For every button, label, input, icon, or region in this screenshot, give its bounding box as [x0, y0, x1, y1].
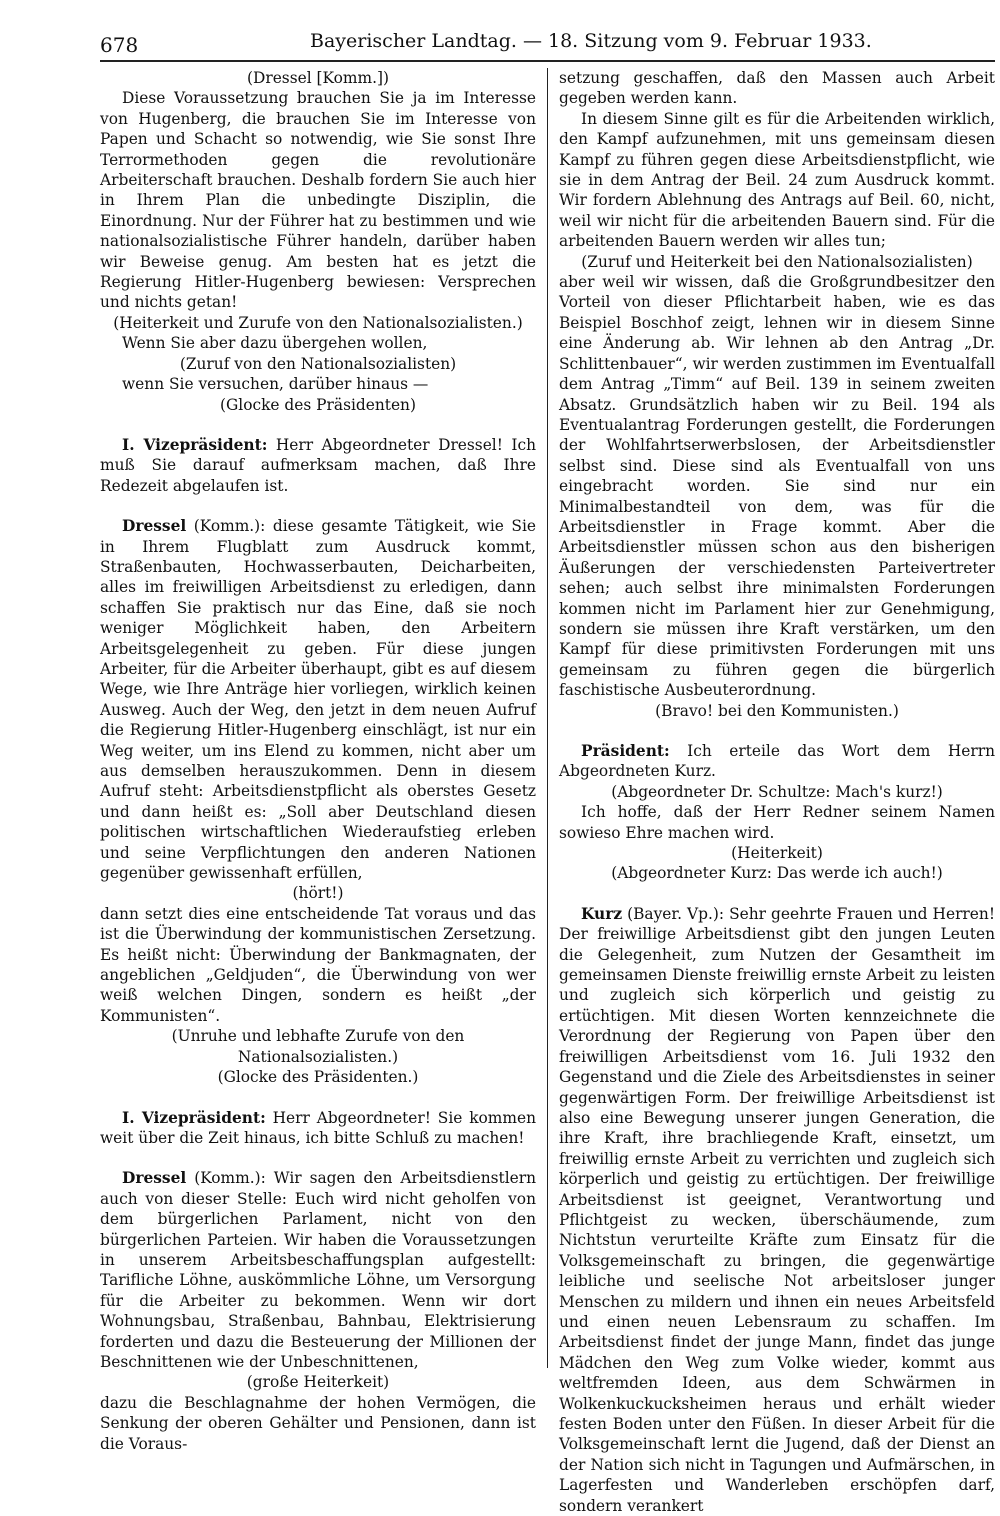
interjection-line: (Glocke des Präsidenten) [220, 395, 416, 414]
speaker-name: Dressel [122, 1169, 187, 1188]
interjection-line: (Abgeordneter Kurz: Das werde ich auch!) [611, 864, 943, 883]
column-divider [547, 68, 548, 1368]
body-paragraph: Diese Voraussetzung brauchen Sie ja im Interesse von Hugenberg, die brauchen Sie im Interesse von Papen und Schacht so notwendig, wie Sie sonst Ihre Terrormethoden gegen die revolutionäre Arbeiterschaft brauchen. Deshalb fordern Sie auch hier in Ihrem Plan die unbedingte Disziplin, die Einordnung. Nur der Führer hat zu bestimmen und wie nationalsozialistische Führer handeln, darüber haben wir Beweise genug. Am besten hat es jetzt die Regierung Hitler-Hugenberg bewiesen: Versprechen und nichts getan! [100, 89, 536, 312]
speech-paragraph [100, 516, 536, 883]
body-paragraph: Wenn Sie aber dazu übergehen wollen, [122, 334, 428, 353]
interjection-line: (Abgeordneter Dr. Schultze: Mach's kurz!) [611, 782, 943, 801]
paragraph-gap [559, 884, 995, 904]
speech-text: (Komm.): diese gesamte Tätigkeit, wie Sie in Ihrem Flugblatt zum Ausdruck kommt, Straßenbauten, Hochwasserbauten, Deicharbeiten, alles im freiwilligen Arbeitsdienst zu erledigen, dann schaffen Sie praktisch nur das Eine, daß sie noch weniger Möglichkeit haben, den Arbeitern Arbeitsgelegenheit zu geben. Für diese jungen Arbeiter, für die Arbeiter überhaupt, gibt es auf diesem Wege, wie Ihre Anträge hier vorliegen, wirklich keinen Ausweg. Auch der Weg, den jetzt in dem neuen Aufruf die Regierung Hitler-Hugenberg einschlägt, ist nur ein Weg weiter, um ins Elend zu kommen, nicht aber um aus demselben herauszukommen. Denn in diesem Aufruf steht: Arbeitsdienstpflicht als oberstes Gesetz und dann heißt es: „Soll aber Deutschland diesen politischen wirtschaftlichen Wiederaufstieg erleben und seine Verpflichtungen den anderen Nationen gegenüber gewissenhaft erfüllen, [100, 517, 536, 883]
interjection-line: (Heiterkeit) [731, 844, 823, 863]
speaker-name: Dressel [122, 517, 187, 536]
speech-text: Herr Abgeordneter Dressel! Ich muß Sie darauf aufmerksam machen, daß Ihre Redezeit abgelaufen ist. [100, 435, 536, 495]
page-number: 678 [100, 33, 139, 57]
paragraph-gap [100, 1148, 536, 1168]
paragraph-gap [559, 721, 995, 741]
speaker-name: Kurz [581, 904, 623, 923]
body-paragraph: dann setzt dies eine entscheidende Tat voraus und das ist die Überwindung der kommunistischen Zersetzung. Es heißt nicht: Überwindung der Bankmagnaten, der angeblichen „Geldjuden“, die Überwindung von wer weiß welchen Dingen, sondern es heißt „der Kommunisten“. [100, 904, 536, 1025]
speaker-name: Präsident: [581, 742, 670, 760]
page-header [100, 30, 995, 62]
speech-paragraph [100, 435, 536, 496]
right-column [559, 68, 995, 1515]
body-paragraph: Ich hoffe, daß der Herr Redner seinem Namen sowieso Ehre machen wird. [559, 803, 995, 842]
speech-text: Herr Abgeordneter! Sie kommen weit über die Zeit hinaus, ich bitte Schluß zu machen! [100, 1108, 536, 1147]
running-title: Bayerischer Landtag. — 18. Sitzung vom 9. Februar 1933. [310, 30, 872, 52]
interjection-line: (Heiterkeit und Zurufe von den Nationalsozialisten.) [113, 313, 523, 332]
speaker-name: I. Vizepräsident: [122, 1108, 266, 1127]
body-paragraph: wenn Sie versuchen, darüber hinaus — [122, 375, 429, 394]
body-paragraph: setzung geschaffen, daß den Massen auch Arbeit gegeben werden kann. [559, 69, 995, 108]
interjection-line: (Dressel [Komm.]) [247, 69, 389, 87]
speech-paragraph [559, 741, 995, 782]
speech-paragraph [100, 1168, 536, 1372]
interjection-line: (Glocke des Präsidenten.) [217, 1068, 419, 1087]
body-paragraph: dazu die Beschlagnahme der hohen Vermögen, die Senkung der oberen Gehälter und Pensionen, dann ist die Voraus- [100, 1393, 536, 1453]
interjection-line: (hört!) [292, 884, 344, 903]
interjection-line: (Zuruf und Heiterkeit bei den Nationalsozialisten) [581, 252, 973, 271]
speech-text: Ich erteile das Wort dem Herrn Abgeordneten Kurz. [559, 742, 995, 781]
speech-text: (Komm.): Wir sagen den Arbeitsdienstlern auch von dieser Stelle: Euch wird nicht geholfen von dem bürgerlichen Parlament, nicht von den bürgerlichen Parteien. Wir haben die Voraussetzungen in unserem Arbeitsbeschaffungsplan aufgestellt: Tarifliche Löhne, auskömmliche Löhne, um Versorgung für die Arbeiter zu bekommen. Wenn wir dort Wohnungsbau, Straßenbau, Bahnbau, Elektrisierung forderten und dazu die Besteuerung der Millionen der Beschnittenen wie der Unbeschnittenen, [100, 1169, 536, 1371]
interjection-line: (Unruhe und lebhafte Zurufe von den Nationalsozialisten.) [171, 1027, 465, 1066]
paragraph-gap [100, 1088, 536, 1108]
speech-paragraph [559, 904, 995, 1516]
paragraph-gap [100, 496, 536, 516]
speech-text: (Bayer. Vp.): Sehr geehrte Frauen und Herren! Der freiwillige Arbeitsdienst gibt den jungen Leuten die Gelegenheit, zum Nutzen der Gesamtheit im gemeinsamen Dienste freiwillig ernste Arbeit zu leisten und zugleich sich körperlich und geistig zu ertüchtigen. Mit diesen Worten kennzeichnete die Verordnung der Regierung von Papen über den freiwilligen Arbeitsdienst vom 16. Juli 1932 den Gegenstand und die Ziele des Arbeitsdienstes in seiner gegenwärtigen Form. Der freiwillige Arbeitsdienst ist also eine Bewegung unserer jungen Generation, die ihre Kraft, ihre brachliegende Kraft, einsetzt, um freiwillig ernste Arbeit zu verrichten und zugleich sich körperlich und geistig zu ertüchtigen. Der freiwillige Arbeitsdienst ist geeignet, Verantwortung und Pflichtgeist zu wecken, überschäumende, zum Nichtstun verurteilte Kräfte zum Einsatz für die Volksgemeinschaft zu bringen, die gegenwärtige leibliche und seelische Not arbeitsloser junger Menschen zu mildern und ihnen ein neues Arbeitsfeld und einen neuen Lebensraum zu schaffen. Im Arbeitsdienst findet der junge Mann, findet das junge Mädchen den Weg zum Volke wieder, kommt aus weltfremden Ideen, aus dem Schwärmen in Wolkenkuckucksheimen heraus und erhält wieder festen Boden unter den Füßen. In dieser Arbeit für die Volksgemeinschaft lernt die Jugend, daß der Dienst an der Nation sich nicht in Tagungen und Aufmärschen, in Lagerfesten und Wanderleben erschöpfen darf, sondern verankert [559, 904, 995, 1515]
speech-paragraph [100, 1108, 536, 1149]
interjection-line: (Zuruf von den Nationalsozialisten) [179, 354, 457, 373]
speaker-name: I. Vizepräsident: [122, 435, 268, 454]
two-column-body [100, 68, 995, 1515]
paragraph-gap [100, 415, 536, 435]
interjection-line: (große Heiterkeit) [246, 1373, 390, 1392]
body-paragraph: aber weil wir wissen, daß die Großgrundbesitzer den Vorteil von dieser Pflichtarbeit haben, wie es das Beispiel Boschhof zeigt, lehnen wir in diesem Sinne eine Änderung ab. Wir lehnen ab den Antrag „Dr. Schlittenbauer“, wir werden zustimmen im Eventualfall dem Antrag „Timm“ auf Beil. 139 in seinem zweiten Absatz. Grundsätzlich haben wir zu Beil. 194 als Eventualantrag Forderungen gestellt, die Forderungen der Wohlfahrtserwerbslosen, der Arbeitsdienstler selbst sind. Diese sind als Eventualfall von uns eingebracht worden. Sie sind nur ein Minimalbestandteil von dem, was für die Arbeitsdienstler in Frage kommt. Aber die Arbeitsdienstler müssen schon aus den bisherigen Äußerungen der verschiedensten Parteivertreter sehen; auch selbst ihre minimalsten Forderungen kommen nicht im Parlament hier zur Genehmigung, sondern sie müssen ihre Kraft verstärken, um den Kampf für diese primitivsten Forderungen mit uns gemeinsam zu führen gegen die bürgerlich faschistische Ausbeuterordnung. [559, 273, 995, 700]
interjection-line: (Bravo! bei den Kommunisten.) [655, 701, 899, 720]
body-paragraph: In diesem Sinne gilt es für die Arbeitenden wirklich, den Kampf aufzunehmen, mit uns gemeinsam diesen Kampf zu führen gegen diese Arbeitsdienstpflicht, wie sie in dem Antrag der Beil. 24 zum Ausdruck kommt. Wir fordern Ablehnung des Antrags auf Beil. 60, nicht, weil wir nicht für die arbeitenden Bauern sind. Für die arbeitenden Bauern werden wir alles tun; [559, 109, 995, 251]
left-column [100, 68, 536, 1453]
